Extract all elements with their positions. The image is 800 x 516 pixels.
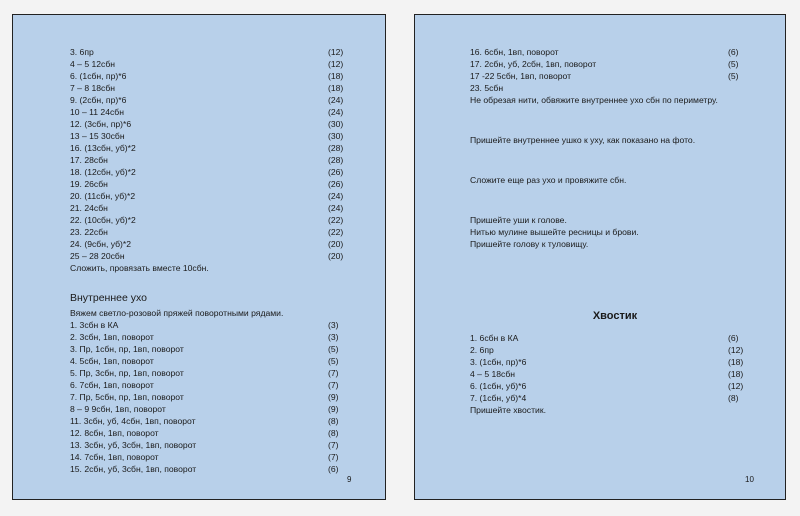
- row-label: 19. 26сбн: [70, 179, 108, 189]
- row-label: 11. 3сбн, уб, 4сбн, 1вп, поворот: [70, 416, 196, 426]
- row-label: 18. (12сбн, уб)*2: [70, 167, 136, 177]
- instruction-row: [70, 451, 360, 463]
- row-stitch-count: (8): [328, 428, 339, 438]
- row-label: 3. 6пр: [70, 47, 94, 57]
- page-10: [414, 14, 786, 500]
- row-list: [470, 332, 760, 404]
- row-label: 23. 5сбн: [470, 83, 504, 93]
- row-label: 7 – 8 18сбн: [70, 83, 116, 93]
- row-label: 21. 24сбн: [70, 203, 108, 213]
- instruction-row: [470, 82, 760, 94]
- row-label: 3. (1сбн, пр)*6: [470, 357, 527, 367]
- instruction-row: [70, 214, 360, 226]
- row-label: 2. 3сбн, 1вп, поворот: [70, 332, 154, 342]
- row-label: 15. 2сбн, уб, 3сбн, 1вп, поворот: [70, 464, 197, 474]
- row-stitch-count: (5): [728, 71, 739, 81]
- instruction-row: [470, 46, 760, 58]
- instruction-row: [70, 106, 360, 118]
- instruction-row: [70, 343, 360, 355]
- row-label: 12. 8сбн, 1вп, поворот: [70, 428, 159, 438]
- row-stitch-count: (8): [728, 393, 739, 403]
- row-stitch-count: (12): [328, 59, 344, 69]
- page-9-content: [70, 46, 360, 475]
- row-label: 17. 28сбн: [70, 155, 108, 165]
- row-list: [70, 319, 360, 475]
- row-label: 23. 22сбн: [70, 227, 108, 237]
- row-stitch-count: (6): [728, 47, 739, 57]
- instruction-row: [70, 166, 360, 178]
- row-stitch-count: (18): [728, 369, 744, 379]
- row-stitch-count: (20): [328, 251, 344, 261]
- instruction-row: [70, 142, 360, 154]
- instruction-row: [70, 226, 360, 238]
- row-stitch-count: (8): [328, 416, 339, 426]
- row-stitch-count: (30): [328, 119, 344, 129]
- row-label: 4 – 5 18сбн: [470, 369, 516, 379]
- instruction-row: [70, 439, 360, 451]
- instruction-row: [70, 178, 360, 190]
- row-stitch-count: (7): [328, 380, 339, 390]
- row-label: 5. Пр, 3сбн, пр, 1вп, поворот: [70, 368, 184, 378]
- row-label: 17 -22 5сбн, 1вп, поворот: [470, 71, 572, 81]
- row-label: 6. (1сбн, пр)*6: [70, 71, 127, 81]
- row-label: 7. Пр, 5сбн, пр, 1вп, поворот: [70, 392, 184, 402]
- row-label: 22. (10сбн, уб)*2: [70, 215, 136, 225]
- fold-note: Сложить, провязать вместе 10сбн.: [70, 263, 209, 273]
- instruction-row: [70, 463, 360, 475]
- instruction-row: [70, 82, 360, 94]
- row-stitch-count: (6): [728, 333, 739, 343]
- page-9: [12, 14, 386, 500]
- row-list: [70, 46, 360, 262]
- page-number: 10: [745, 475, 754, 484]
- row-stitch-count: (26): [328, 167, 344, 177]
- row-stitch-count: (3): [328, 332, 339, 342]
- row-stitch-count: (3): [328, 320, 339, 330]
- instruction-row: [70, 415, 360, 427]
- page-number: 9: [347, 475, 352, 484]
- instruction-row: [70, 190, 360, 202]
- row-label: 24. (9сбн, уб)*2: [70, 239, 132, 249]
- row-stitch-count: (18): [728, 357, 744, 367]
- instruction-text: Сложите еще раз ухо и провяжите сбн.: [470, 175, 627, 185]
- row-label: 17. 2сбн, уб, 2сбн, 1вп, поворот: [470, 59, 597, 69]
- instruction-text: Пришейте уши к голове.: [470, 215, 567, 225]
- instruction-row: [70, 250, 360, 262]
- row-stitch-count: (28): [328, 143, 344, 153]
- row-stitch-count: (9): [328, 392, 339, 402]
- instruction-row: [70, 391, 360, 403]
- row-stitch-count: (5): [328, 356, 339, 366]
- row-stitch-count: (7): [328, 440, 339, 450]
- instruction-row: [470, 380, 760, 392]
- row-label: 13. 3сбн, уб, 3сбн, 1вп, поворот: [70, 440, 197, 450]
- row-stitch-count: (24): [328, 107, 344, 117]
- row-stitch-count: (24): [328, 191, 344, 201]
- tail-heading: Хвостик: [592, 310, 638, 322]
- instruction-row: [70, 202, 360, 214]
- inner-ear-intro: Вяжем светло-розовой пряжей поворотными рядами.: [70, 308, 284, 318]
- instruction-row: [470, 344, 760, 356]
- row-stitch-count: (18): [328, 71, 344, 81]
- instruction-row: [470, 58, 760, 70]
- row-stitch-count: (24): [328, 203, 344, 213]
- row-stitch-count: (12): [728, 345, 744, 355]
- row-label: 7. (1сбн, уб)*4: [470, 393, 527, 403]
- instruction-row: [70, 130, 360, 142]
- row-stitch-count: (5): [728, 59, 739, 69]
- row-stitch-count: (30): [328, 131, 344, 141]
- row-stitch-count: (7): [328, 368, 339, 378]
- row-list: [470, 46, 760, 94]
- instruction-row: [70, 70, 360, 82]
- row-label: 16. (13сбн, уб)*2: [70, 143, 136, 153]
- instruction-row: [70, 154, 360, 166]
- row-stitch-count: (5): [328, 344, 339, 354]
- instruction-row: [470, 332, 760, 344]
- row-stitch-count: (22): [328, 227, 344, 237]
- instruction-row: [470, 70, 760, 82]
- row-label: 4. 5сбн, 1вп, поворот: [70, 356, 154, 366]
- instruction-text: Нитью мулине вышейте ресницы и брови.: [470, 227, 639, 237]
- row-label: 3. Пр, 1сбн, пр, 1вп, поворот: [70, 344, 184, 354]
- row-label: 6. 7сбн, 1вп, поворот: [70, 380, 154, 390]
- row-stitch-count: (22): [328, 215, 344, 225]
- instruction-text: Пришейте внутреннее ушко к уху, как показано на фото.: [470, 135, 696, 145]
- row-label: 25 – 28 20сбн: [70, 251, 125, 261]
- instruction-row: [70, 58, 360, 70]
- instruction-row: [70, 427, 360, 439]
- instruction-row: [470, 368, 760, 380]
- row-label: 2. 6пр: [470, 345, 494, 355]
- row-label: 1. 3сбн в КА: [70, 320, 119, 330]
- row-stitch-count: (24): [328, 95, 344, 105]
- row-stitch-count: (26): [328, 179, 344, 189]
- row-label: 16. 6сбн, 1вп, поворот: [470, 47, 559, 57]
- page-10-content: [470, 46, 760, 416]
- row-label: 13 – 15 30сбн: [70, 131, 125, 141]
- instruction-row: [470, 392, 760, 404]
- instruction-row: [70, 403, 360, 415]
- row-stitch-count: (12): [728, 381, 744, 391]
- row-label: 4 – 5 12сбн: [70, 59, 116, 69]
- instruction-row: [70, 355, 360, 367]
- instruction-text: Пришейте голову к туловищу.: [470, 239, 589, 249]
- row-label: 12. (3сбн, пр)*6: [70, 119, 132, 129]
- inner-ear-heading: Внутреннее ухо: [70, 292, 147, 304]
- instruction-row: [70, 367, 360, 379]
- row-label: 9. (2сбн, пр)*6: [70, 95, 127, 105]
- row-stitch-count: (9): [328, 404, 339, 414]
- instruction-row: [70, 46, 360, 58]
- tail-note: Пришейте хвостик.: [470, 405, 546, 415]
- row-label: 8 – 9 9сбн, 1вп, поворот: [70, 404, 166, 414]
- row-label: 14. 7сбн, 1вп, поворот: [70, 452, 159, 462]
- instruction-text: Не обрезая нити, обвяжите внутреннее ухо сбн по периметру.: [470, 95, 718, 105]
- instruction-row: [70, 379, 360, 391]
- row-label: 6. (1сбн, уб)*6: [470, 381, 527, 391]
- instruction-row: [470, 356, 760, 368]
- instruction-row: [70, 331, 360, 343]
- instruction-row: [70, 94, 360, 106]
- row-stitch-count: (6): [328, 464, 339, 474]
- row-stitch-count: (7): [328, 452, 339, 462]
- instruction-row: [70, 118, 360, 130]
- row-label: 1. 6сбн в КА: [470, 333, 519, 343]
- row-label: 20. (11сбн, уб)*2: [70, 191, 136, 201]
- row-stitch-count: (28): [328, 155, 344, 165]
- row-stitch-count: (18): [328, 83, 344, 93]
- row-label: 10 – 11 24сбн: [70, 107, 124, 117]
- row-stitch-count: (20): [328, 239, 344, 249]
- instruction-row: [70, 238, 360, 250]
- instruction-row: [70, 319, 360, 331]
- row-stitch-count: (12): [328, 47, 344, 57]
